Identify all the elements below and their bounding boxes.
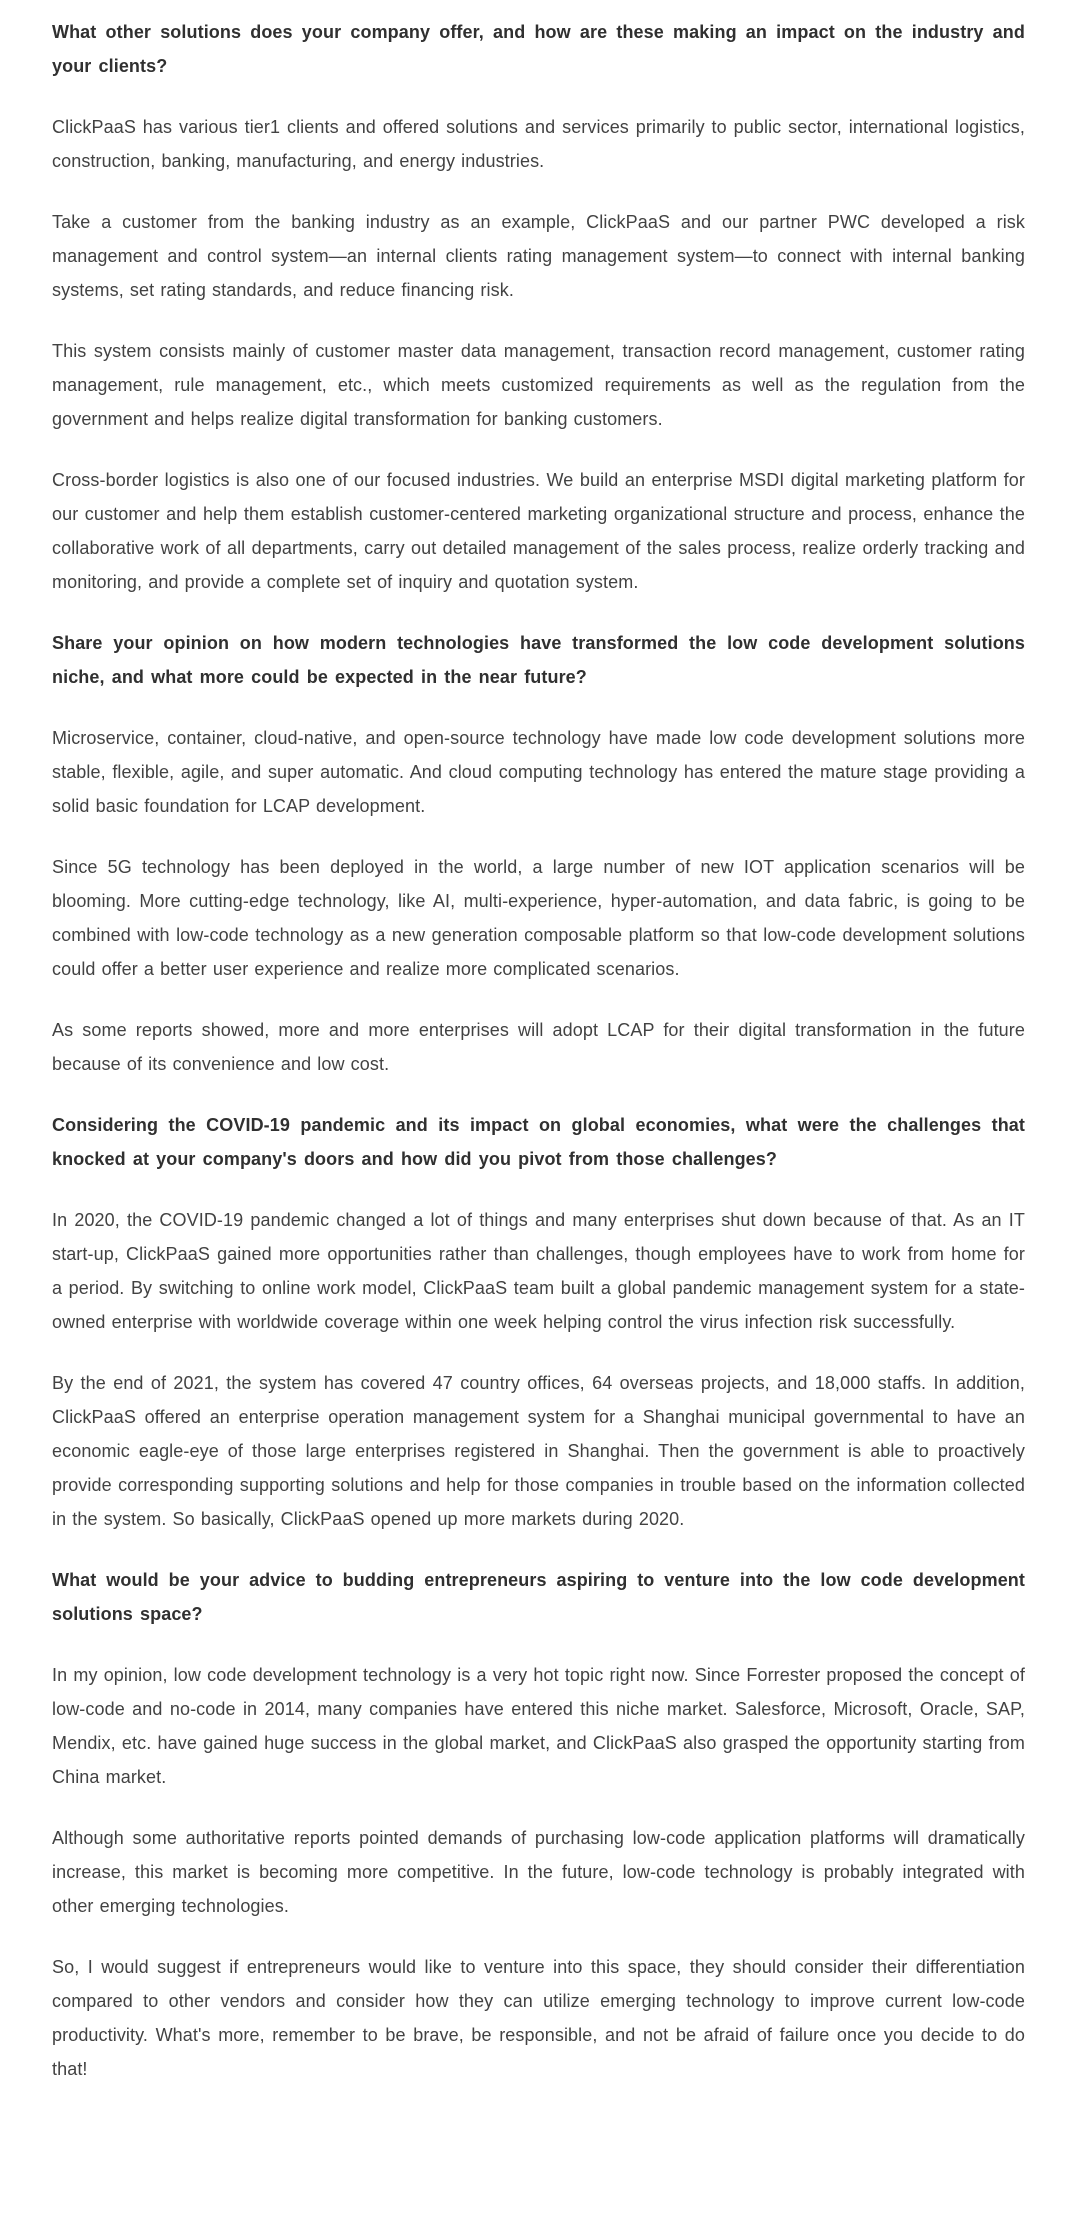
- answer-paragraph: Microservice, container, cloud-native, and open-source technology have made low code development solutions more stable, flexible, agile, and super automatic. And cloud computing technology has entered the mature stage providing a solid basic foundation for LCAP development.: [52, 728, 1025, 816]
- answer-paragraph: As some reports showed, more and more enterprises will adopt LCAP for their digital transformation in the future because of its convenience and low cost.: [52, 1020, 1025, 1074]
- answer-paragraph: ClickPaaS has various tier1 clients and offered solutions and services primarily to public sector, international logistics, construction, banking, manufacturing, and energy industries.: [52, 117, 1025, 171]
- answer-paragraph: By the end of 2021, the system has covered 47 country offices, 64 overseas projects, and 18,000 staffs. In addition, ClickPaaS offered an enterprise operation management system for a Shanghai municipal governmental to have an economic eagle-eye of those large enterprises registered in Shanghai. Then the government is able to proactively provide corresponding supporting solutions and help for those companies in trouble based on the information collected in the system. So basically, ClickPaaS opened up more markets during 2020.: [52, 1373, 1025, 1529]
- answer-paragraph: In 2020, the COVID-19 pandemic changed a lot of things and many enterprises shut down because of that. As an IT start-up, ClickPaaS gained more opportunities rather than challenges, though employees have to work from home for a period. By switching to online work model, ClickPaaS team built a global pandemic management system for a state-owned enterprise with worldwide coverage within one week helping control the virus infection risk successfully.: [52, 1210, 1025, 1332]
- interview-question-4: What would be your advice to budding entrepreneurs aspiring to venture into the low code development solutions space?: [52, 1570, 1025, 1624]
- answer-paragraph: This system consists mainly of customer master data management, transaction record management, customer rating management, rule management, etc., which meets customized requirements as well as the regulation from the government and helps realize digital transformation for banking customers.: [52, 341, 1025, 429]
- answer-paragraph: Take a customer from the banking industry as an example, ClickPaaS and our partner PWC developed a risk management and control system—an internal clients rating management system—to connect with internal banking systems, set rating standards, and reduce financing risk.: [52, 212, 1025, 300]
- answer-paragraph: Cross-border logistics is also one of our focused industries. We build an enterprise MSDI digital marketing platform for our customer and help them establish customer-centered marketing organizational structure and process, enhance the collaborative work of all departments, carry out detailed management of the sales process, realize orderly tracking and monitoring, and provide a complete set of inquiry and quotation system.: [52, 470, 1025, 592]
- interview-question-3: Considering the COVID-19 pandemic and its impact on global economies, what were the challenges that knocked at your company's doors and how did you pivot from those challenges?: [52, 1115, 1025, 1169]
- answer-paragraph: Since 5G technology has been deployed in the world, a large number of new IOT application scenarios will be blooming. More cutting-edge technology, like AI, multi-experience, hyper-automation, and data fabric, is going to be combined with low-code technology as a new generation composable platform so that low-code development solutions could offer a better user experience and realize more complicated scenarios.: [52, 857, 1025, 979]
- answer-paragraph: In my opinion, low code development technology is a very hot topic right now. Since Forrester proposed the concept of low-code and no-code in 2014, many companies have entered this niche market. Salesforce, Microsoft, Oracle, SAP, Mendix, etc. have gained huge success in the global market, and ClickPaaS also grasped the opportunity starting from China market.: [52, 1665, 1025, 1787]
- answer-paragraph: Although some authoritative reports pointed demands of purchasing low-code application platforms will dramatically increase, this market is becoming more competitive. In the future, low-code technology is probably integrated with other emerging technologies.: [52, 1828, 1025, 1916]
- answer-paragraph: So, I would suggest if entrepreneurs would like to venture into this space, they should consider their differentiation compared to other vendors and consider how they can utilize emerging technology to improve current low-code productivity. What's more, remember to be brave, be responsible, and not be afraid of failure once you decide to do that!: [52, 1957, 1025, 2079]
- interview-question-2: Share your opinion on how modern technologies have transformed the low code development solutions niche, and what more could be expected in the near future?: [52, 633, 1025, 687]
- interview-question-1: What other solutions does your company offer, and how are these making an impact on the industry and your clients?: [52, 22, 1025, 76]
